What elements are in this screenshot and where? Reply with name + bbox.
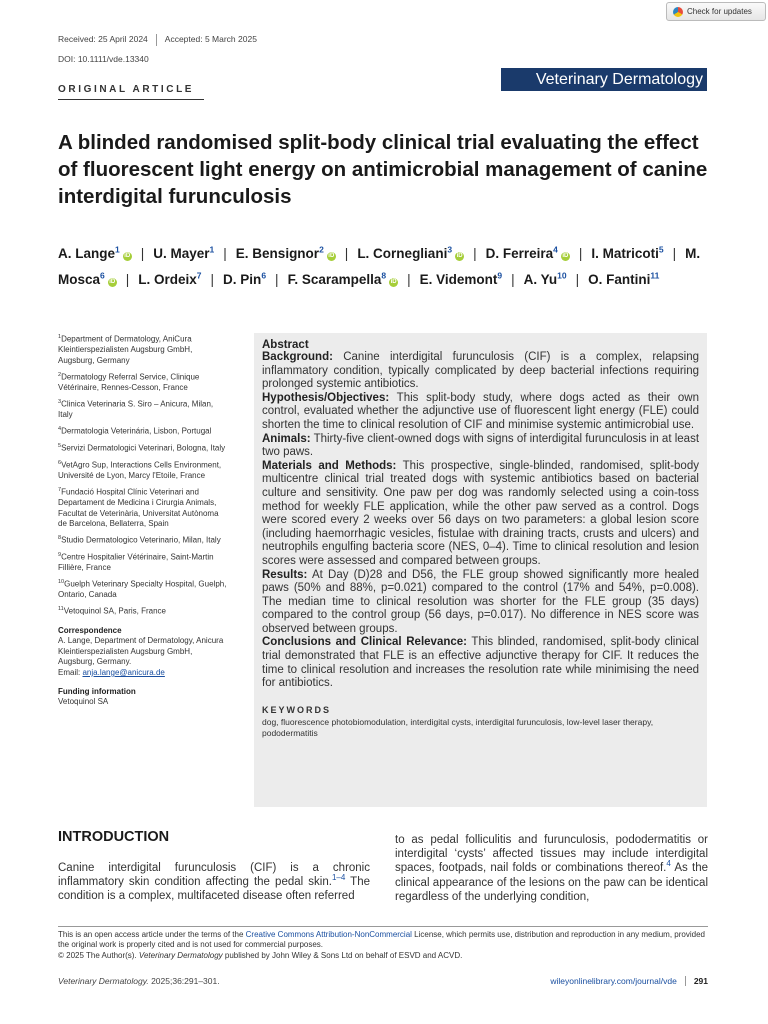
abstract-section-label: Hypothesis/Objectives:: [262, 391, 390, 404]
citation-link[interactable]: 1–4: [331, 873, 346, 883]
author-separator: |: [275, 272, 279, 287]
abstract-section-text: Thirty-five client-owned dogs with signs of interdigital furunculosis in at least two paws.: [262, 432, 700, 459]
keywords: dog, fluorescence photobiomodulation, interdigital cysts, interdigital furunculosis, low-level laser therapy, pododermatitis: [262, 716, 654, 738]
author-affiliation-number[interactable]: 6: [100, 270, 105, 281]
affiliation: [58, 397, 228, 421]
doi[interactable]: DOI: 10.1111/vde.13340: [58, 54, 149, 64]
abstract-heading: Abstract: [262, 339, 309, 351]
affiliation-text: Dermatology Referral Service, Clinique Vétérinaire, Rennes-Cesson, France: [58, 372, 200, 393]
license-pre: This is an open access article under the terms of the: [58, 930, 246, 939]
correspondence-heading: Correspondence: [58, 625, 122, 635]
page-number: 291: [685, 976, 708, 986]
abstract-section: [262, 392, 699, 433]
abstract-section-label: Materials and Methods:: [262, 459, 397, 472]
affiliation-text: Clinica Veterinaria S. Siro – Anicura, Milan, Italy: [58, 399, 214, 420]
author-affiliation-number[interactable]: 6: [261, 270, 267, 281]
citation-link[interactable]: 4: [666, 859, 671, 869]
citation-journal: Veterinary Dermatology.: [58, 976, 149, 986]
affiliation: [58, 485, 228, 530]
author-separator: |: [125, 272, 130, 287]
affiliation-text: Dermatologia Veterinária, Lisbon, Portugal: [61, 426, 212, 436]
author-name: A. Yu: [523, 272, 558, 287]
accepted-date: Accepted: 5 March 2025: [164, 34, 257, 44]
author-affiliation-number[interactable]: 8: [381, 270, 387, 281]
submission-dates: [58, 34, 257, 46]
affiliation-number: 3: [58, 399, 62, 406]
affiliation: [58, 533, 228, 546]
author[interactable]: [138, 272, 201, 287]
check-for-updates-button[interactable]: [666, 2, 766, 21]
abstract-section-label: Background:: [262, 351, 333, 363]
author[interactable]: [236, 246, 336, 261]
abstract-section: [262, 460, 699, 569]
copyright-line: [58, 951, 708, 961]
abstract-section: [262, 636, 699, 690]
author-name: D. Pin: [223, 272, 262, 287]
author-separator: |: [140, 245, 145, 261]
author-affiliation-number[interactable]: 2: [319, 244, 324, 254]
abstract-section-label: Results:: [262, 568, 308, 581]
author-name: O. Fantini: [588, 272, 651, 287]
author-separator: |: [578, 245, 583, 261]
copyright-journal: Veterinary Dermatology: [138, 950, 223, 960]
author-separator: |: [672, 245, 677, 261]
funding-text: Vetoquinol SA: [58, 697, 109, 707]
affiliation-number: 2: [58, 371, 62, 378]
abstract-section-label: Conclusions and Clinical Relevance:: [262, 636, 467, 649]
author-name: I. Matricoti: [591, 245, 659, 261]
intro-text: to as pedal folliculitis and furunculosis, pododermatitis or interdigital ‘cysts’ affected tissues may include interdigital spaces, footpads, nail folds or combinations thereof.: [395, 834, 708, 875]
abstract-section-text: At Day (D)28 and D56, the FLE group showed significantly more healed paws (50% and 88%, p=0.021) compared to the control (17% and 54%, p=0.008). The median time to clinical resolution was shorter for the FLE group (35 days) compared to the control group (56 days, p=0.017). No difference in NES score was observed between groups.: [262, 568, 699, 635]
introduction-column-2: [395, 833, 708, 904]
affiliation-number: 5: [58, 442, 62, 449]
author[interactable]: [486, 246, 570, 261]
author[interactable]: [591, 246, 663, 261]
affiliation: [58, 424, 228, 437]
author-affiliation-number[interactable]: 10: [557, 270, 567, 281]
article-type: ORIGINAL ARTICLE: [58, 84, 195, 95]
author-separator: |: [575, 272, 580, 287]
introduction-heading: INTRODUCTION: [58, 829, 170, 845]
affiliation: [58, 550, 228, 574]
author-name: F. Scarampella: [287, 272, 382, 287]
email-label: Email:: [58, 667, 81, 677]
keywords-heading: KEYWORDS: [262, 704, 332, 715]
author[interactable]: [288, 272, 399, 287]
affiliation-number: 8: [58, 535, 62, 542]
author-affiliation-number[interactable]: 1: [209, 244, 215, 254]
author-affiliation-number[interactable]: 11: [650, 270, 660, 281]
affiliation-text: Vetoquinol SA, Paris, France: [63, 607, 166, 616]
page-footer: [58, 976, 708, 986]
author-separator: |: [210, 272, 215, 287]
affiliation-number: 10: [58, 579, 65, 586]
author-affiliation-number[interactable]: 3: [447, 244, 453, 254]
author-affiliation-number[interactable]: 5: [658, 244, 664, 254]
affiliation: [58, 458, 228, 482]
affiliation-number: 7: [58, 486, 62, 493]
author-separator: |: [511, 272, 515, 287]
affiliation: [58, 332, 228, 366]
abstract-section: [262, 433, 699, 460]
abstract-section-label: Animals:: [262, 432, 311, 445]
received-date: Received: 25 April 2024: [58, 34, 148, 44]
author-name: D. Ferreira: [485, 245, 554, 261]
affiliation-text: Servizi Dermatologici Veterinari, Bologna, Italy: [61, 443, 226, 453]
author[interactable]: [357, 246, 464, 261]
intro-text: As the clinical appearance of the lesions on the paw can be identical regardless of the underlying condition,: [395, 862, 708, 903]
abstract-section: [262, 569, 699, 637]
author-name: L. Cornegliani: [357, 245, 448, 261]
author-affiliation-number[interactable]: 1: [115, 244, 120, 254]
orcid-icon[interactable]: iD: [390, 279, 397, 285]
affiliation-text: Fundació Hospital Clínic Veterinari and Departament de Medicina i Cirurgia Animals, Facultat de Veterinària, Universitat Autònoma de Barcelona, Bellaterra, Spain: [58, 487, 219, 529]
orcid-icon[interactable]: iD: [109, 279, 116, 285]
author[interactable]: [223, 272, 266, 287]
affiliation-number: 11: [58, 606, 64, 613]
divider: [156, 34, 157, 46]
copyright-post: published by John Wiley & Sons Ltd on behalf of ESVD and ACVD.: [222, 950, 463, 960]
affiliation: [58, 441, 228, 454]
author-separator: |: [473, 245, 477, 261]
author-name: M. Mosca: [58, 245, 701, 287]
affiliation-text: Studio Dermatologico Veterinario, Milan, Italy: [61, 535, 221, 545]
intro-text: Canine interdigital furunculosis (CIF) is a chronic inflammatory skin condition affecting the pedal skin.: [58, 862, 370, 889]
author-separator: |: [344, 245, 349, 261]
footer-divider: [58, 926, 708, 927]
affiliation: [58, 370, 228, 394]
email-link[interactable]: anja.lange@anicura.de: [82, 667, 165, 677]
abstract-section-text: This blinded, randomised, split-body clinical trial demonstrated that FLE is an effective adjunctive therapy for CIF. It reduces the time to clinical resolution and increases the resolution rate while minimising the need for antibiotics.: [262, 636, 699, 690]
license-link[interactable]: Creative Commons Attribution-NonCommercial: [245, 930, 412, 939]
orcid-icon[interactable]: iD: [124, 252, 131, 259]
footer-right: [550, 976, 708, 986]
author-affiliation-number[interactable]: 4: [553, 244, 558, 254]
affiliation: [58, 577, 228, 601]
author[interactable]: [153, 246, 214, 261]
citation-volume: 2025;36:291–301.: [148, 976, 220, 986]
abstract-sections: [262, 351, 699, 691]
check-for-updates-label: Check for updates: [687, 7, 752, 16]
affiliation-text: Centre Hospitalier Vétérinaire, Saint-Martin Fillière, France: [58, 552, 214, 573]
correspondence-email-line: [58, 668, 228, 679]
affiliation-number: 4: [58, 426, 62, 433]
affiliation-number: 6: [58, 459, 62, 466]
affiliation: [58, 604, 228, 617]
license-notice: [58, 930, 708, 961]
abstract-section-text: Canine interdigital furunculosis (CIF) is a complex, relapsing inflammatory condition, typically complicated by deep bacterial infections requiring prolonged systemic antibiotics.: [262, 351, 699, 391]
license-text: [58, 930, 708, 951]
abstract-section-text: This split-body study, where dogs acted as their own control, evaluated whether the adjunctive use of fluorescent light energy (FLE) could shorten the time to clinical resolution of CIF and minimise systemic antimicrobial use.: [262, 391, 699, 431]
author-affiliation-number[interactable]: 7: [196, 270, 202, 281]
orcid-icon[interactable]: iD: [456, 252, 463, 259]
correspondence-text: A. Lange, Department of Dermatology, Anicura Kleintierspezialisten Augsburg GmbH, Augsburg, Germany.: [58, 636, 224, 667]
author-name: L. Ordeix: [138, 272, 197, 287]
affiliation-text: VetAgro Sup, Interactions Cells Environment, Université de Lyon, Marcy l'Etoile, France: [58, 460, 222, 480]
author-separator: |: [407, 272, 411, 287]
article-type-underline: [58, 99, 204, 100]
affiliation-text: Department of Dermatology, AniCura Kleintierspezialisten Augsburg GmbH, Augsburg, Germany: [58, 334, 193, 365]
author[interactable]: [524, 272, 567, 287]
intro-text: The condition is a complex, multifaceted disease often referred: [58, 876, 371, 903]
crossmark-icon: [673, 7, 683, 17]
author-list: [58, 238, 718, 291]
affiliation-text: Guelph Veterinary Specialty Hospital, Guelph, Ontario, Canada: [58, 579, 227, 600]
author-name: U. Mayer: [153, 245, 210, 261]
abstract-section: [262, 351, 699, 392]
author-separator: |: [223, 245, 227, 261]
journal-name-banner: Veterinary Dermatology: [501, 68, 707, 91]
author-name: A. Lange: [58, 245, 116, 261]
affiliation-number: 9: [58, 551, 62, 558]
author-affiliation-number[interactable]: 9: [497, 270, 503, 281]
journal-url-link[interactable]: wileyonlinelibrary.com/journal/vde: [550, 976, 677, 986]
affiliations-column: [58, 332, 228, 708]
orcid-icon[interactable]: iD: [328, 252, 335, 259]
author[interactable]: [58, 246, 132, 261]
license-post: License, which permits use, distribution and reproduction in any medium, provided the original work is properly cited and is not used for commercial purposes.: [58, 930, 705, 950]
funding-heading: Funding information: [58, 686, 136, 696]
author[interactable]: [588, 272, 659, 287]
affiliation-list: [58, 332, 228, 618]
copyright-pre: © 2025 The Author(s).: [58, 950, 139, 960]
author-name: E. Bensignor: [235, 245, 320, 261]
abstract-box: [254, 333, 707, 807]
introduction-column-1: [58, 861, 370, 904]
affiliation-number: 1: [58, 334, 62, 340]
author[interactable]: [420, 272, 503, 287]
abstract-section-text: This prospective, single-blinded, randomised, split-body multicentre clinical trial treated dogs with systemic antibiotics based on bacterial culture and sensitivity. One paw per dog was randomly selected using a coin-toss method for weekly FLE application, while the other paw served as a control. Dogs were scored every 2 weeks over 56 days on two parameters: a global lesion score (including haemorrhagic vesicles, fistulae with draining tracts, crusts and ulcers) and neutrophils engulfing bacteria score (NES, 0–4). Time to clinical resolution and lesion scores were assessed and compared between groups.: [262, 459, 699, 567]
orcid-icon[interactable]: iD: [562, 252, 569, 259]
author-name: E. Videmont: [419, 272, 498, 287]
paper-title: A blinded randomised split-body clinical trial evaluating the effect of fluorescent light energy on antimicrobial management of canine interdigital furunculosis: [58, 131, 708, 208]
